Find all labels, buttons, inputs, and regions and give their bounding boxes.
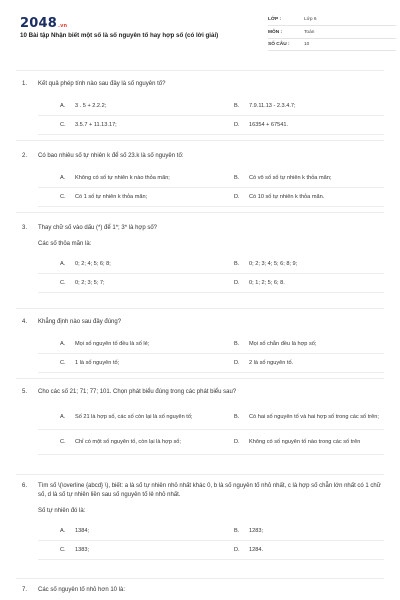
question-line — [16, 482, 384, 500]
meta-value: 10 — [304, 42, 310, 47]
option-text: 0; 2; 4; 5; 6; 8; — [75, 261, 111, 267]
question-text: Cho các số 21; 71; 77; 101. Chọn phát biểu đúng trong các phát biểu sau? — [38, 389, 237, 395]
option-text: Mọi số nguyên tố đều là số lẻ; — [75, 341, 150, 347]
option-letter: D. — [234, 122, 240, 128]
option-letter: D. — [234, 360, 240, 366]
question-separator — [16, 140, 384, 141]
option-letter: B. — [234, 414, 240, 420]
option-letter: C. — [60, 280, 66, 286]
option-c[interactable] — [60, 274, 232, 292]
question-line — [16, 318, 384, 327]
option-c[interactable] — [60, 430, 232, 454]
question-text: Kết quả phép tính nào sau đây là số nguyên tố? — [38, 81, 166, 87]
option-letter: C. — [60, 439, 66, 445]
question-number: 6. — [22, 483, 28, 489]
option-row — [38, 169, 384, 188]
option-text: Mọi số chẵn đều là hợp số; — [249, 341, 317, 347]
question-text: Có bao nhiêu số tự nhiên k để số 23.k là số nguyên tố: — [38, 153, 184, 159]
option-b[interactable] — [234, 255, 400, 273]
option-d[interactable] — [234, 116, 400, 134]
option-letter: D. — [234, 439, 240, 445]
option-text: 0; 1; 2; 5; 6; 8. — [249, 280, 285, 286]
question-separator — [16, 212, 384, 213]
option-c[interactable] — [60, 354, 232, 372]
option-c[interactable] — [60, 188, 232, 206]
option-text: 1383; — [75, 547, 89, 553]
option-letter: B. — [234, 261, 240, 267]
question-line — [16, 80, 384, 89]
option-row — [38, 188, 384, 207]
question-number: 5. — [22, 389, 28, 395]
option-a[interactable] — [60, 405, 232, 429]
option-letter: B. — [234, 528, 240, 534]
meta-row-class — [268, 14, 396, 26]
option-d[interactable] — [234, 188, 400, 206]
question-number: 3. — [22, 225, 28, 231]
option-row — [38, 274, 384, 293]
question-4 — [16, 318, 384, 373]
meta-key: MÔN : — [268, 29, 283, 35]
option-a[interactable] — [60, 169, 232, 187]
option-text: 3 . 5 + 2.2.2; — [75, 103, 107, 109]
option-text: 0; 2; 3; 4; 5; 6; 8; 9; — [249, 261, 298, 267]
option-c[interactable] — [60, 116, 232, 134]
question-line — [16, 388, 384, 397]
option-d[interactable] — [234, 541, 400, 559]
meta-key: SỐ CÂU : — [268, 42, 290, 47]
meta-key: LỚP : — [268, 17, 282, 22]
option-letter: B. — [234, 175, 240, 181]
option-text: 1 là số nguyên tố; — [75, 360, 120, 366]
header-divider — [16, 70, 384, 71]
option-letter: A. — [60, 414, 66, 420]
option-text: Có hai số nguyên tố và hai hợp số trong các số trên; — [249, 414, 379, 420]
option-row — [38, 97, 384, 116]
question-line — [16, 224, 384, 233]
option-text: Có 1 số tự nhiên k thỏa mãn; — [75, 194, 148, 200]
option-letter: A. — [60, 528, 66, 534]
option-letter: D. — [234, 194, 240, 200]
document-header — [16, 14, 388, 62]
question-text: Thay chữ số vào dấu (*) để 1*; 3* là hợp số? — [38, 225, 158, 231]
option-row — [38, 541, 384, 560]
page-title: 10 Bài tập Nhận biết một số là số nguyên tố hay hợp số (có lời giải) — [20, 32, 219, 39]
meta-row-count — [268, 39, 396, 51]
site-logo[interactable] — [20, 16, 67, 31]
question-separator — [16, 474, 384, 475]
options-grid — [16, 97, 384, 135]
question-number: 7. — [22, 587, 28, 593]
question-3 — [16, 224, 384, 293]
option-b[interactable] — [234, 169, 400, 187]
question-1 — [16, 80, 384, 135]
option-d[interactable] — [234, 274, 400, 292]
option-a[interactable] — [60, 335, 232, 353]
option-letter: A. — [60, 175, 66, 181]
option-letter: C. — [60, 360, 66, 366]
options-grid — [16, 255, 384, 293]
option-text: Số 21 là hợp số, các số còn lại là số nguyên tố; — [75, 414, 193, 420]
question-6 — [16, 482, 384, 560]
question-2 — [16, 152, 384, 207]
option-letter: A. — [60, 341, 66, 347]
options-grid — [16, 522, 384, 560]
option-d[interactable] — [234, 354, 400, 372]
option-letter: C. — [60, 122, 66, 128]
option-row — [38, 116, 384, 135]
question-line — [16, 152, 384, 161]
options-grid — [16, 169, 384, 207]
option-letter: D. — [234, 280, 240, 286]
option-text: Không có số nguyên tố nào trong các số trên — [249, 439, 361, 445]
option-text: Có 10 số tự nhiên k thỏa mãn. — [249, 194, 325, 200]
option-row — [38, 430, 384, 455]
option-row — [38, 255, 384, 274]
option-text: 0; 2; 3; 5; 7; — [75, 280, 105, 286]
meta-value: Lớp 6 — [304, 17, 317, 22]
option-row — [38, 335, 384, 354]
question-number: 4. — [22, 319, 28, 325]
option-letter: B. — [234, 103, 240, 109]
option-text: Có vô số số tự nhiên k thỏa mãn; — [249, 175, 332, 181]
option-text: Chỉ có một số nguyên tố, còn lại là hợp số; — [75, 439, 181, 445]
option-b[interactable] — [234, 335, 400, 353]
option-text: 2 là số nguyên tố. — [249, 360, 294, 366]
options-grid — [16, 335, 384, 373]
option-d[interactable] — [234, 430, 400, 454]
question-text: Khẳng định nào sau đây đúng? — [38, 319, 122, 325]
question-number: 2. — [22, 153, 28, 159]
option-b[interactable] — [234, 405, 400, 429]
option-row — [38, 522, 384, 541]
option-b[interactable] — [234, 97, 400, 115]
question-7 — [16, 586, 384, 595]
option-a[interactable] — [60, 97, 232, 115]
options-grid — [16, 405, 384, 455]
option-letter: C. — [60, 547, 66, 553]
option-row — [38, 354, 384, 373]
question-line — [16, 586, 384, 595]
question-separator — [16, 578, 384, 579]
option-text: 1283; — [249, 528, 263, 534]
question-text: Các số nguyên tố nhỏ hơn 10 là: — [38, 587, 125, 593]
question-5 — [16, 388, 384, 455]
logo-suffix: .vn — [57, 23, 68, 29]
option-text: 16354 + 67541. — [249, 122, 289, 128]
option-b[interactable] — [234, 522, 400, 540]
question-subtext: Số tự nhiên đó là: — [38, 508, 86, 514]
option-c[interactable] — [60, 541, 232, 559]
option-letter: A. — [60, 261, 66, 267]
option-letter: C. — [60, 194, 66, 200]
option-text: 7.9.11.13 - 2.3.4.7; — [249, 103, 296, 109]
question-separator — [16, 378, 384, 379]
option-text: 1384; — [75, 528, 89, 534]
meta-row-subject — [268, 27, 396, 39]
option-letter: B. — [234, 341, 240, 347]
option-text: Không có số tự nhiên k nào thỏa mãn; — [75, 175, 170, 181]
question-separator — [16, 308, 384, 309]
question-number: 1. — [22, 81, 28, 87]
option-letter: A. — [60, 103, 66, 109]
logo-text: 2048 — [20, 16, 57, 31]
meta-value: Toán — [304, 29, 315, 35]
question-text: Tìm số \(\overline {abcd} \), biết: a là số tự nhiên nhỏ nhất khác 0, b là số nguyên tố nhỏ nhất, c là hợp số chẵn lớn nhất có 1 chữ số, d là số tự nhiên liền sau số nguyên tố lẻ nhỏ nhất. — [38, 483, 381, 498]
meta-info — [268, 14, 396, 52]
option-text: 3.5.7 + 11.13.17; — [75, 122, 117, 128]
question-subtext: Các số thỏa mãn là: — [38, 241, 92, 247]
option-letter: D. — [234, 547, 240, 553]
option-a[interactable] — [60, 255, 232, 273]
option-row — [38, 405, 384, 430]
option-a[interactable] — [60, 522, 232, 540]
option-text: 1284. — [249, 547, 263, 553]
